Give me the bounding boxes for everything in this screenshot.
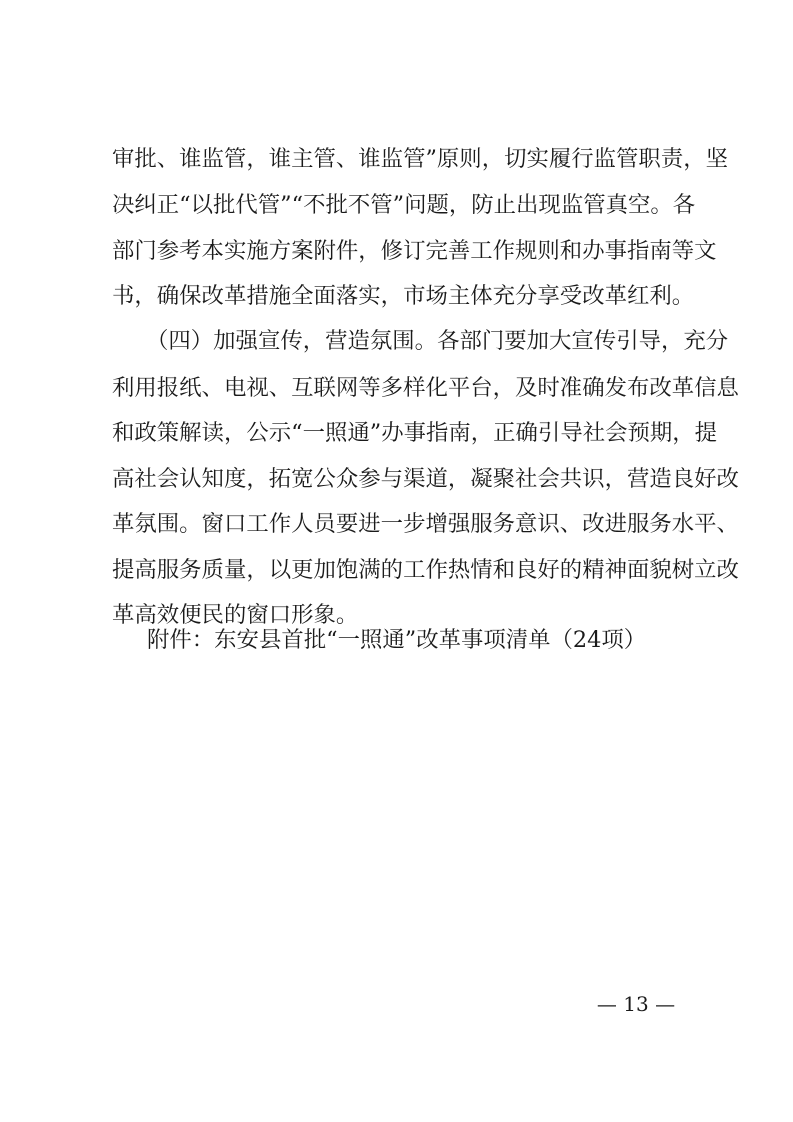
attachment-line: 附件：东安县首批“一照通”改革事项清单（24项） xyxy=(147,627,647,653)
paragraph-line: 决纠正“以批代管”“不批不管”问题，防止出现监管真空。各 xyxy=(112,192,696,218)
page-number: — 13 — xyxy=(596,992,676,1016)
paragraph-line: （四）加强宣传，营造氛围。各部门要加大宣传引导，充分 xyxy=(146,328,729,354)
paragraph-line: 审批、谁监管，谁主管、谁监管”原则，切实履行监管职责，坚 xyxy=(112,146,728,172)
paragraph-line: 和政策解读，公示“一照通”办事指南，正确引导社会预期，提 xyxy=(112,420,718,446)
paragraph-line: 部门参考本实施方案附件，修订完善工作规则和办事指南等文 xyxy=(112,238,717,264)
paragraph-line: 革高效便民的窗口形象。 xyxy=(112,602,359,628)
paragraph-line: 提高服务质量，以更加饱满的工作热情和良好的精神面貌树立改 xyxy=(112,557,739,583)
paragraph-line: 书，确保改革措施全面落实，市场主体充分享受改革红利。 xyxy=(112,283,695,309)
paragraph-line: 利用报纸、电视、互联网等多样化平台，及时准确发布改革信息 xyxy=(112,375,739,401)
paragraph-line: 高社会认知度，拓宽公众参与渠道，凝聚社会共识，营造良好改 xyxy=(112,466,739,492)
paragraph-line: 革氛围。窗口工作人员要进一步增强服务意识、改进服务水平、 xyxy=(112,511,739,537)
